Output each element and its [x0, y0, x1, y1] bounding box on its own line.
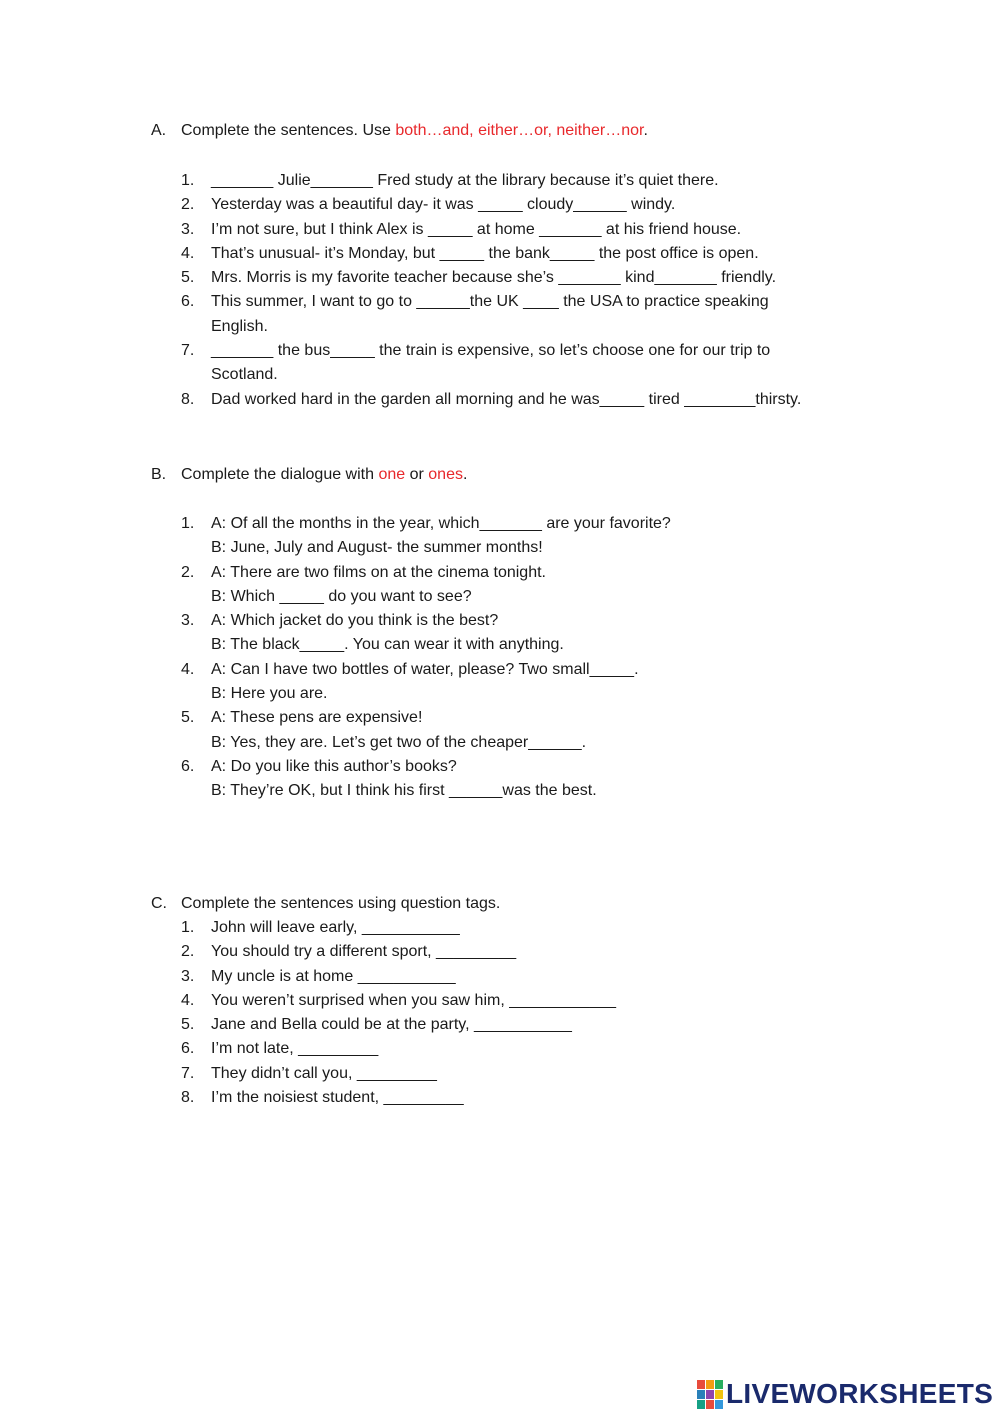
item-text — [211, 218, 841, 242]
logo-square — [715, 1380, 723, 1389]
list-item — [151, 1037, 871, 1061]
liveworksheets-logo-icon — [697, 1380, 723, 1409]
section-a-list — [151, 169, 871, 412]
item-line: I’m not sure, but I think Alex is _____ at home _______ at his friend house. — [211, 220, 742, 238]
section-b — [151, 463, 871, 804]
item-line: John will leave early, ___________ — [211, 919, 460, 936]
section-letter: C. — [151, 895, 167, 912]
list-item — [151, 512, 871, 561]
item-line: You weren’t surprised when you saw him, ____________ — [211, 991, 617, 1009]
item-line: Dad worked hard in the garden all morning and he was_____ tired ________thirsty. — [211, 390, 802, 408]
item-line: B: Yes, they are. Let’s get two of the cheaper______. — [211, 733, 587, 751]
item-text — [211, 1013, 871, 1037]
item-number: 2. — [181, 563, 195, 581]
section-letter: B. — [151, 466, 167, 483]
logo-square — [706, 1380, 714, 1389]
item-number: 5. — [181, 1016, 195, 1034]
list-item — [151, 388, 871, 412]
item-line: English. — [211, 317, 268, 335]
item-line: Scotland. — [211, 366, 278, 384]
item-line: Jane and Bella could be at the party, ___________ — [211, 1016, 572, 1034]
item-text — [211, 609, 871, 658]
liveworksheets-logo[interactable] — [697, 1378, 993, 1410]
item-text — [211, 706, 871, 755]
list-item — [151, 755, 871, 804]
item-text — [211, 169, 841, 193]
item-line: B: They’re OK, but I think his first ______was the best. — [211, 782, 597, 800]
item-number: 4. — [181, 660, 195, 678]
list-item — [151, 1086, 871, 1110]
list-item — [151, 169, 871, 193]
logo-square — [715, 1390, 723, 1399]
list-item — [151, 242, 871, 266]
item-text — [211, 755, 871, 804]
item-line: You should try a different sport, _________ — [211, 943, 517, 961]
item-line: _______ the bus_____ the train is expensive, so let’s choose one for our trip to — [211, 342, 771, 360]
section-a-heading — [151, 119, 871, 143]
list-item — [151, 1013, 871, 1037]
item-line: A: There are two films on at the cinema tonight. — [211, 563, 546, 581]
item-line: I’m the noisiest student, _________ — [211, 1089, 464, 1107]
item-line: They didn’t call you, _________ — [211, 1064, 437, 1082]
item-number: 7. — [181, 1064, 195, 1082]
item-text — [211, 940, 871, 964]
item-number: 3. — [181, 967, 195, 985]
section-c-list — [151, 916, 871, 1110]
item-number: 1. — [181, 172, 195, 189]
item-number: 8. — [181, 390, 195, 408]
item-number: 3. — [181, 612, 195, 630]
list-item — [151, 609, 871, 658]
section-c — [151, 892, 871, 1110]
item-line: Yesterday was a beautiful day- it was _____ cloudy______ windy. — [211, 196, 676, 214]
list-item — [151, 940, 871, 964]
section-a — [151, 119, 871, 412]
logo-text: LIVEWORKSHEETS — [726, 1378, 994, 1409]
item-text — [211, 989, 871, 1013]
item-line: B: The black_____. You can wear it with anything. — [211, 636, 564, 654]
item-text — [211, 339, 841, 388]
instruction-suffix: . — [643, 122, 648, 139]
list-item — [151, 965, 871, 989]
item-line: B: Here you are. — [211, 685, 328, 703]
item-text — [211, 965, 871, 989]
item-text — [211, 290, 841, 339]
item-number: 5. — [181, 269, 195, 287]
list-item — [151, 561, 871, 610]
item-number: 4. — [181, 244, 195, 262]
item-text — [211, 242, 841, 266]
item-number: 1. — [181, 515, 195, 532]
item-line: A: Which jacket do you think is the best? — [211, 612, 499, 630]
list-item — [151, 290, 871, 339]
word-ones: ones — [428, 466, 463, 483]
item-number: 1. — [181, 919, 195, 936]
item-line: A: Of all the months in the year, which_______ are your favorite? — [211, 515, 671, 532]
list-item — [151, 193, 871, 217]
item-number: 5. — [181, 709, 195, 727]
list-item — [151, 658, 871, 707]
item-text — [211, 916, 871, 940]
list-item — [151, 339, 871, 388]
item-number: 6. — [181, 757, 195, 775]
logo-square — [715, 1400, 723, 1409]
word-or: or — [405, 466, 429, 483]
item-line: A: Do you like this author’s books? — [211, 757, 457, 775]
list-item — [151, 706, 871, 755]
item-number: 2. — [181, 196, 195, 214]
item-line: This summer, I want to go to ______the UK ____ the USA to practice speaking — [211, 293, 769, 311]
item-line: My uncle is at home ___________ — [211, 967, 456, 985]
instruction-suffix: . — [462, 466, 468, 483]
item-text — [211, 512, 871, 561]
item-number: 4. — [181, 991, 195, 1009]
item-text — [211, 1086, 871, 1110]
list-item — [151, 989, 871, 1013]
item-text — [211, 1037, 871, 1061]
logo-square — [697, 1400, 705, 1409]
logo-square — [706, 1400, 714, 1409]
item-number: 2. — [181, 943, 195, 961]
item-line: Mrs. Morris is my favorite teacher because she’s _______ kind_______ friendly. — [211, 269, 777, 287]
section-c-heading — [151, 892, 871, 916]
item-text — [211, 266, 841, 290]
section-b-list — [151, 512, 871, 804]
item-number: 7. — [181, 342, 195, 360]
item-line: B: Which _____ do you want to see? — [211, 587, 472, 605]
section-b-heading — [151, 463, 871, 487]
item-number: 3. — [181, 220, 195, 238]
item-text — [211, 193, 841, 217]
item-line: _______ Julie_______ Fred study at the library because it’s quiet there. — [211, 172, 719, 189]
item-line: B: June, July and August- the summer months! — [211, 539, 543, 557]
instruction-text: Complete the sentences. Use — [181, 122, 396, 139]
instruction-text: Complete the sentences using question tags. — [181, 895, 501, 912]
list-item — [151, 218, 871, 242]
item-line: I’m not late, _________ — [211, 1040, 379, 1058]
list-item — [151, 916, 871, 940]
item-line: A: These pens are expensive! — [211, 709, 423, 727]
item-number: 6. — [181, 1040, 195, 1058]
list-item — [151, 1062, 871, 1086]
item-number: 6. — [181, 293, 195, 311]
logo-square — [697, 1380, 705, 1389]
logo-square — [706, 1390, 714, 1399]
word-one: one — [378, 466, 406, 483]
item-number: 8. — [181, 1089, 195, 1107]
item-text — [211, 561, 871, 610]
list-item — [151, 266, 871, 290]
item-line: That’s unusual- it’s Monday, but _____ the bank_____ the post office is open. — [211, 244, 759, 262]
logo-square — [697, 1390, 705, 1399]
instruction-text: Complete the dialogue with — [181, 466, 379, 483]
item-text — [211, 388, 841, 412]
item-text — [211, 658, 871, 707]
instruction-highlight: both…and, either…or, neither…nor — [395, 122, 644, 139]
item-line: A: Can I have two bottles of water, please? Two small_____. — [211, 660, 639, 678]
item-text — [211, 1062, 871, 1086]
section-letter: A. — [151, 122, 167, 139]
